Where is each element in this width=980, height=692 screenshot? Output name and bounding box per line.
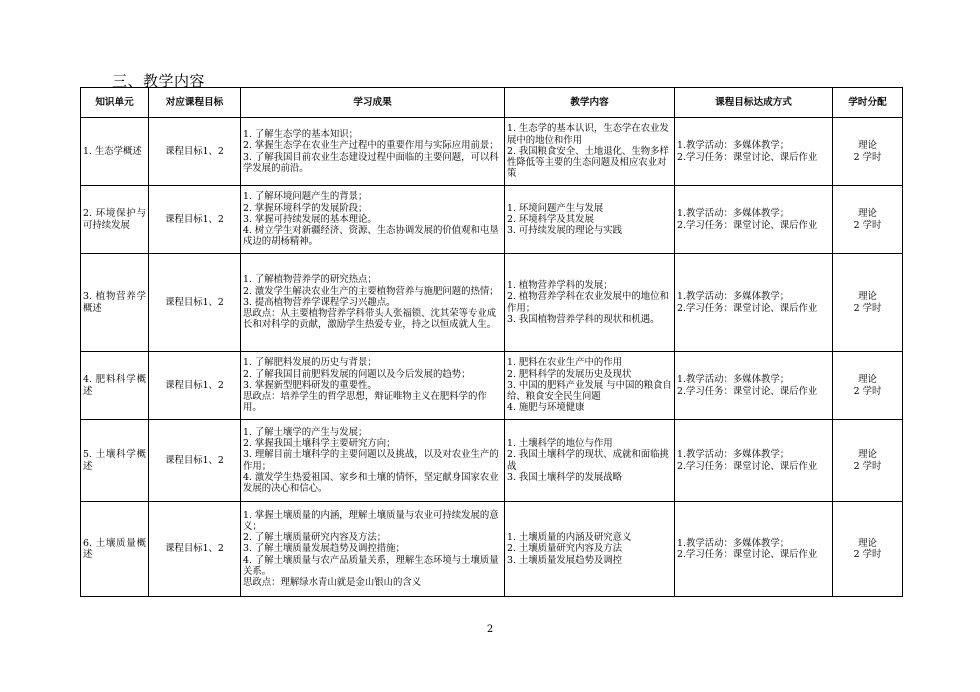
knowledge-unit-cell: 5. 土壤科学概述 bbox=[81, 420, 149, 502]
content-line: 3. 我国土壤科学的发展战略 bbox=[507, 471, 623, 483]
content-line: 2. 植物营养学科在农业发展中的地位和作用； bbox=[507, 291, 669, 314]
table-row bbox=[81, 118, 903, 186]
teaching-content-cell bbox=[505, 502, 675, 597]
teaching-content-table bbox=[80, 87, 903, 597]
content-line: 3. 土壤质量发展趋势及调控 bbox=[507, 554, 623, 566]
outcome-line: 4. 了解土壤质量与农产品质量关系，理解生态环境与土壤质量关系。 bbox=[243, 554, 499, 577]
content-line: 1. 土壤质量的内涵及研究意义 bbox=[507, 532, 632, 544]
content-line: 2. 我国粮食安全、土地退化、生物多样性降低等主要的生态问题及相应农业对策 bbox=[507, 145, 669, 180]
table-row bbox=[81, 352, 903, 420]
method-line: 1.教学活动：多媒体教学； bbox=[677, 537, 790, 549]
outcome-line: 思政点：理解绿水青山就是金山银山的含义 bbox=[243, 577, 422, 588]
content-line: 1. 肥料在农业生产中的作用 bbox=[507, 357, 623, 369]
hours-line: 理论 bbox=[858, 208, 877, 220]
course-goal-cell: 课程目标1、2 bbox=[149, 352, 241, 420]
course-goal-cell: 课程目标1、2 bbox=[149, 254, 241, 352]
header-course-goal: 对应课程目标 bbox=[149, 88, 241, 118]
header-teaching-content: 教学内容 bbox=[505, 88, 675, 118]
hours-cell bbox=[833, 502, 903, 597]
outcome-line: 3. 掌握新型肥料研发的重要性。 bbox=[243, 379, 377, 391]
content-line: 4. 施肥与环境健康 bbox=[507, 402, 585, 414]
outcome-line: 2. 掌握生态学在农业生产过程中的重要作用与实际应用前景； bbox=[243, 140, 499, 152]
hours-line: 2 学时 bbox=[853, 549, 882, 560]
outcome-line: 2. 了解土壤质量研究内容及方法； bbox=[243, 532, 387, 544]
header-achievement-method: 课程目标达成方式 bbox=[675, 88, 833, 118]
outcome-line: 1. 了解生态学的基本知识； bbox=[243, 129, 359, 141]
course-goal-cell: 课程目标1、2 bbox=[149, 118, 241, 186]
learning-outcomes-cell bbox=[241, 186, 505, 254]
knowledge-unit-cell: 4. 肥料科学概述 bbox=[81, 352, 149, 420]
hours-cell bbox=[833, 352, 903, 420]
hours-cell bbox=[833, 420, 903, 502]
content-line: 1. 生态学的基本认识，生态学在农业发展中的地位和作用 bbox=[507, 123, 669, 146]
content-line: 2. 环境科学及其发展 bbox=[507, 213, 594, 225]
hours-line: 2 学时 bbox=[853, 302, 882, 314]
outcome-line: 2. 掌握我国土壤科学主要研究方向； bbox=[243, 438, 396, 450]
header-hours: 学时分配 bbox=[833, 88, 903, 118]
outcome-line: 3. 掌握可持续发展的基本理论。 bbox=[243, 213, 377, 225]
header-learning-outcomes: 学习成果 bbox=[241, 88, 505, 118]
content-line: 3. 我国植物营养学科的现状和机遇。 bbox=[507, 313, 660, 325]
table-header-row bbox=[81, 88, 903, 118]
method-line: 1.教学活动：多媒体教学； bbox=[677, 291, 790, 303]
course-goal-cell: 课程目标1、2 bbox=[149, 502, 241, 597]
method-line: 2.学习任务：课堂讨论、课后作业 bbox=[677, 549, 818, 560]
hours-line: 理论 bbox=[858, 140, 877, 152]
content-line: 3. 中国的肥料产业发展 与中国的粮食自给、粮食安全民生问题 bbox=[507, 379, 672, 403]
outcome-line: 1. 了解肥料发展的历史与背景； bbox=[243, 357, 377, 369]
content-line: 3. 可持续发展的理论与实践 bbox=[507, 225, 623, 237]
content-line: 1. 环境问题产生与发展 bbox=[507, 202, 604, 214]
knowledge-unit-cell: 6. 土壤质量概述 bbox=[81, 502, 149, 597]
outcome-line: 1. 了解植物营养学的研究热点； bbox=[243, 274, 377, 286]
course-goal-cell: 课程目标1、2 bbox=[149, 186, 241, 254]
hours-line: 2 学时 bbox=[853, 385, 882, 397]
knowledge-unit-cell: 1. 生态学概述 bbox=[81, 118, 149, 186]
outcome-line: 2. 了解我国目前肥料发展的问题以及今后发展的趋势； bbox=[243, 368, 471, 380]
outcome-line: 思政点：培养学生的哲学思想，辩证唯物主义在肥料学的作用。 bbox=[243, 391, 487, 414]
outcome-line: 1. 了解环境问题产生的背景； bbox=[243, 191, 368, 203]
outcome-line: 4. 激发学生热爱祖国、家乡和土壤的情怀，坚定献身国家农业发展的决心和信心。 bbox=[243, 471, 499, 494]
table-row bbox=[81, 420, 903, 502]
teaching-content-cell bbox=[505, 118, 675, 186]
outcome-line: 3. 了解土壤质量发展趋势及调控措施； bbox=[243, 543, 405, 555]
method-line: 1.教学活动：多媒体教学； bbox=[677, 449, 790, 461]
table-row bbox=[81, 254, 903, 352]
outcome-line: 思政点：从主要植物营养学科带头人张福锁、沈其荣等专业成长和对科学的贡献，激励学生热爱专业，持之以恒成就人生。 bbox=[243, 308, 497, 331]
content-line: 1. 土壤科学的地位与作用 bbox=[507, 438, 613, 450]
teaching-content-cell bbox=[505, 254, 675, 352]
hours-line: 理论 bbox=[858, 374, 877, 386]
hours-line: 理论 bbox=[858, 537, 877, 549]
achievement-method-cell bbox=[675, 352, 833, 420]
hours-line: 理论 bbox=[858, 291, 877, 303]
learning-outcomes-cell bbox=[241, 420, 505, 502]
outcome-line: 3. 理解目前土壤科学的主要问题以及挑战，以及对农业生产的作用； bbox=[243, 449, 499, 472]
hours-line: 2 学时 bbox=[853, 151, 882, 163]
outcome-line: 3. 提高植物营养学课程学习兴趣点。 bbox=[243, 296, 396, 308]
method-line: 1.教学活动：多媒体教学； bbox=[677, 374, 790, 386]
header-knowledge-unit: 知识单元 bbox=[81, 88, 149, 118]
hours-line: 理论 bbox=[858, 449, 877, 461]
learning-outcomes-cell bbox=[241, 254, 505, 352]
method-line: 2.学习任务：课堂讨论、课后作业 bbox=[677, 219, 818, 231]
hours-cell bbox=[833, 118, 903, 186]
hours-line: 2 学时 bbox=[853, 460, 882, 472]
teaching-content-cell bbox=[505, 352, 675, 420]
learning-outcomes-cell bbox=[241, 502, 505, 597]
learning-outcomes-cell bbox=[241, 118, 505, 186]
hours-cell bbox=[833, 254, 903, 352]
achievement-method-cell bbox=[675, 118, 833, 186]
method-line: 1.教学活动：多媒体教学； bbox=[677, 208, 790, 220]
teaching-content-cell bbox=[505, 420, 675, 502]
method-line: 2.学习任务：课堂讨论、课后作业 bbox=[677, 151, 818, 163]
learning-outcomes-cell bbox=[241, 352, 505, 420]
knowledge-unit-cell: 3. 植物营养学概述 bbox=[81, 254, 149, 352]
outcome-line: 2. 掌握环境科学的发展阶段； bbox=[243, 202, 368, 214]
table-row bbox=[81, 502, 903, 597]
content-line: 1. 植物营养学科的发展； bbox=[507, 280, 613, 292]
outcome-line: 4. 树立学生对新疆经济、资源、生态协调发展的价值观和屯垦戍边的胡杨精神。 bbox=[243, 225, 499, 248]
content-line: 2. 土壤质量研究内容及方法 bbox=[507, 543, 623, 555]
knowledge-unit-cell: 2. 环境保护与可持续发展 bbox=[81, 186, 149, 254]
teaching-content-cell bbox=[505, 186, 675, 254]
achievement-method-cell bbox=[675, 186, 833, 254]
course-goal-cell: 课程目标1、2 bbox=[149, 420, 241, 502]
outcome-line: 1. 了解土壤学的产生与发展； bbox=[243, 426, 368, 438]
outcome-line: 3. 了解我国目前农业生态建设过程中面临的主要问题，可以科学发展的前沿。 bbox=[243, 151, 499, 174]
achievement-method-cell bbox=[675, 420, 833, 502]
page-number: 2 bbox=[486, 624, 494, 635]
content-line: 2. 肥料科学的发展历史及现状 bbox=[507, 368, 632, 380]
hours-line: 2 学时 bbox=[853, 219, 882, 231]
method-line: 2.学习任务：课堂讨论、课后作业 bbox=[677, 460, 818, 472]
method-line: 1.教学活动：多媒体教学； bbox=[677, 140, 790, 152]
achievement-method-cell bbox=[675, 502, 833, 597]
content-line: 2. 我国土壤科学的现状、成就和面临挑战 bbox=[507, 449, 669, 472]
method-line: 2.学习任务：课堂讨论、课后作业 bbox=[677, 385, 818, 397]
outcome-line: 1. 掌握土壤质量的内涵，理解土壤质量与农业可持续发展的意义； bbox=[243, 509, 499, 532]
section-title: 三、教学内容 bbox=[112, 72, 206, 90]
table-row bbox=[81, 186, 903, 254]
achievement-method-cell bbox=[675, 254, 833, 352]
outcome-line: 2. 激发学生解决农业生产的主要植物营养与施肥问题的热情； bbox=[243, 285, 499, 297]
method-line: 2.学习任务：课堂讨论、课后作业 bbox=[677, 302, 818, 314]
hours-cell bbox=[833, 186, 903, 254]
